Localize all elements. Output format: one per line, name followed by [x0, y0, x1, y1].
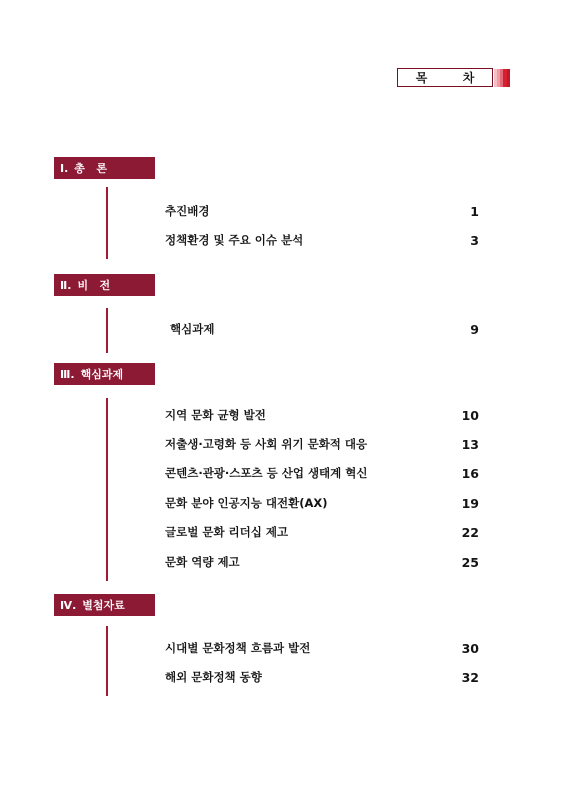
- toc-title: [397, 68, 493, 87]
- toc-entry[interactable]: [165, 436, 479, 452]
- section-header-3[interactable]: [54, 363, 155, 385]
- section-title: 핵심과제: [80, 368, 124, 381]
- entry-label: 문화 역량 제고: [165, 555, 240, 569]
- section-header-1[interactable]: [54, 157, 155, 179]
- toc-entry[interactable]: [165, 554, 479, 570]
- section-title: 비 전: [77, 279, 111, 292]
- toc-entry[interactable]: [165, 465, 479, 481]
- toc-entry[interactable]: [165, 232, 479, 248]
- entry-label: 해외 문화정책 동향: [165, 670, 262, 684]
- toc-title-right: 차: [462, 71, 475, 85]
- toc-entry[interactable]: [170, 321, 479, 337]
- toc-entry[interactable]: [165, 524, 479, 540]
- section-numeral: Ⅲ.: [60, 367, 75, 381]
- title-decoration-bars: [494, 69, 510, 87]
- toc-entry[interactable]: [165, 203, 479, 219]
- entry-page: 25: [461, 554, 479, 570]
- entry-page: 9: [470, 321, 479, 337]
- entry-page: 32: [461, 669, 479, 685]
- entry-page: 30: [461, 640, 479, 656]
- entry-label: 추진배경: [165, 204, 210, 218]
- entry-page: 19: [461, 495, 479, 511]
- toc-entry[interactable]: [165, 640, 479, 656]
- entry-label: 시대별 문화정책 흐름과 발전: [165, 641, 311, 655]
- section-divider-line: [106, 398, 108, 581]
- entry-page: 13: [461, 436, 479, 452]
- toc-entry[interactable]: [165, 407, 479, 423]
- entry-label: 핵심과제: [170, 322, 215, 336]
- entry-label: 지역 문화 균형 발전: [165, 408, 266, 422]
- section-divider-line: [106, 626, 108, 696]
- section-numeral: Ⅳ.: [60, 598, 77, 612]
- section-divider-line: [106, 187, 108, 259]
- entry-label: 콘텐츠·관광·스포츠 등 산업 생태계 혁신: [165, 466, 368, 480]
- entry-label: 글로벌 문화 리더십 제고: [165, 525, 289, 539]
- entry-label: 정책환경 및 주요 이슈 분석: [165, 233, 304, 247]
- entry-page: 22: [461, 524, 479, 540]
- section-header-2[interactable]: [54, 274, 155, 296]
- toc-entry[interactable]: [165, 669, 479, 685]
- entry-page: 16: [461, 465, 479, 481]
- entry-label: 문화 분야 인공지능 대전환(AX): [165, 496, 328, 510]
- entry-page: 3: [470, 232, 479, 248]
- section-numeral: Ⅰ.: [60, 161, 69, 175]
- entry-page: 1: [470, 203, 479, 219]
- section-header-4[interactable]: [54, 594, 155, 616]
- section-title: 총 론: [74, 162, 108, 175]
- section-title: 별첨자료: [82, 599, 125, 612]
- entry-page: 10: [461, 407, 479, 423]
- entry-label: 저출생·고령화 등 사회 위기 문화적 대응: [165, 437, 368, 451]
- toc-entry[interactable]: [165, 495, 479, 511]
- section-numeral: Ⅱ.: [60, 278, 72, 292]
- toc-title-left: 목: [415, 71, 428, 85]
- section-divider-line: [106, 308, 108, 353]
